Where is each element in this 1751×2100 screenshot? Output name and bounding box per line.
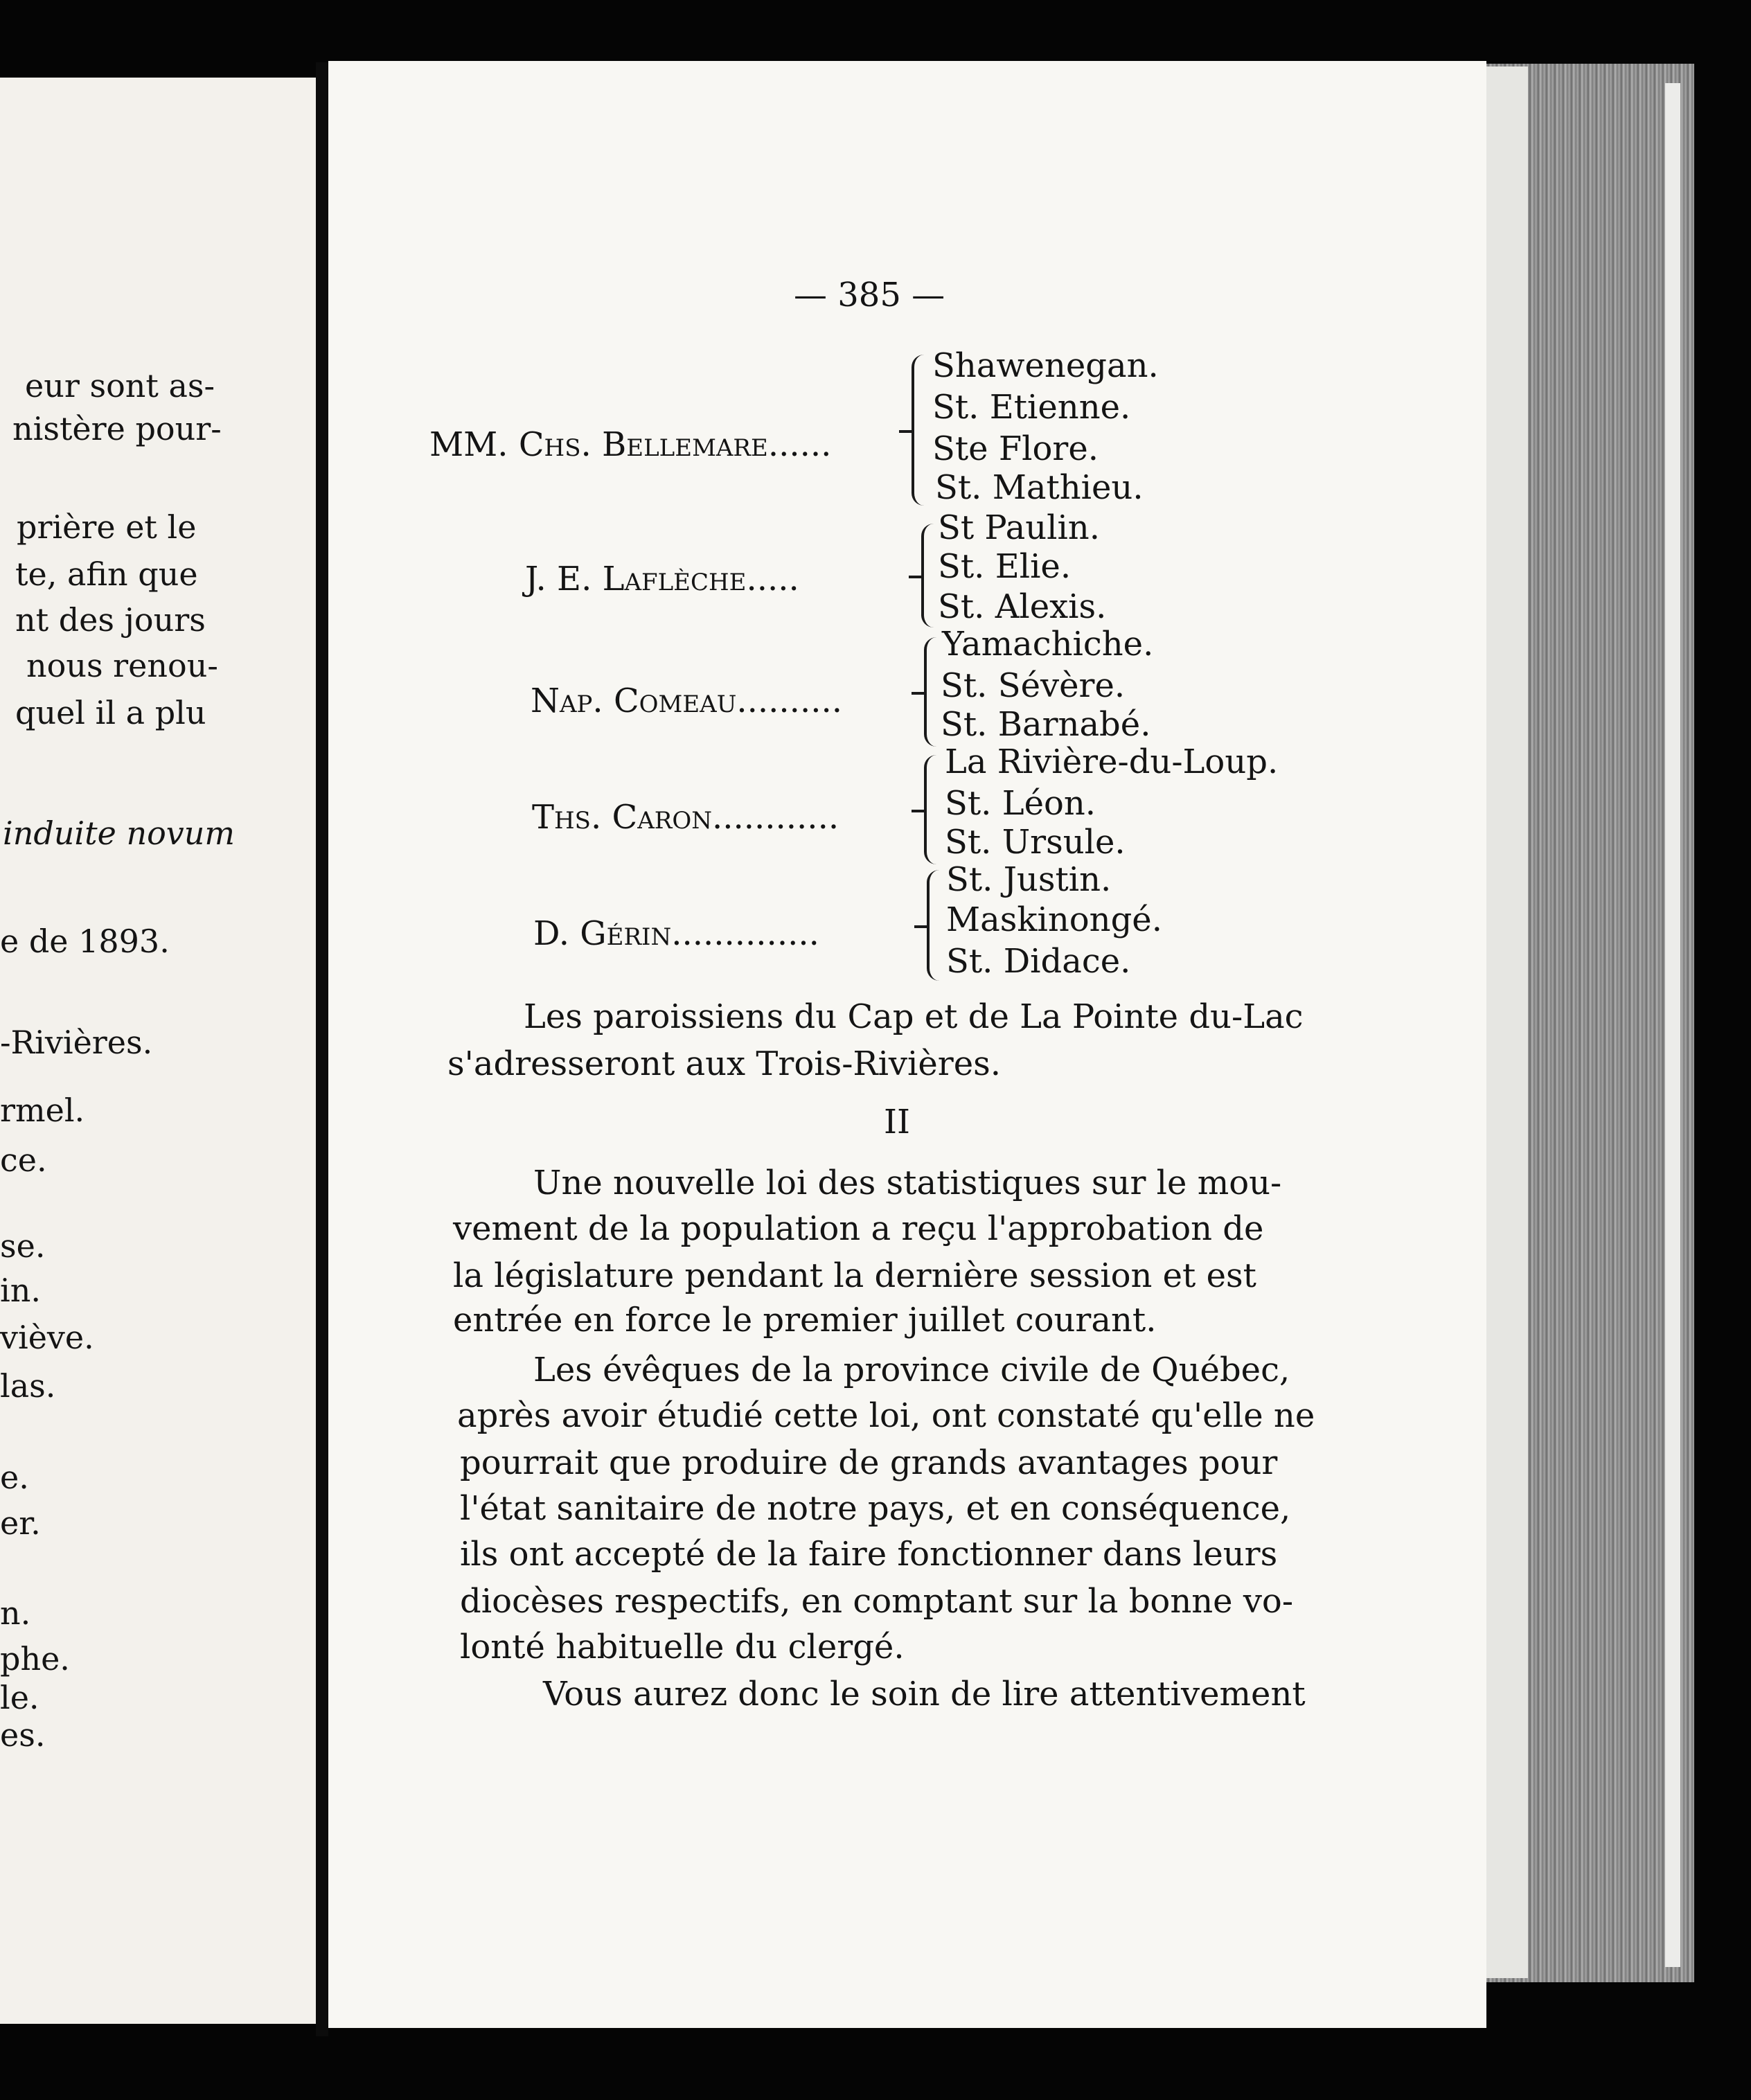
left-line: le.: [0, 1679, 39, 1716]
priest-name-gerin: D. Gérin..............: [533, 914, 819, 953]
parish-name: St. Léon.: [945, 784, 1096, 823]
priest-name-lafleche: J. E. Laflèche.....: [525, 560, 799, 598]
paragraph-line: Les paroissiens du Cap et de La Pointe du-Lac: [524, 997, 1304, 1036]
paragraph-line: après avoir étudié cette loi, ont constaté qu'elle ne: [457, 1396, 1315, 1435]
parish-name: St. Etienne.: [932, 388, 1131, 427]
left-line: e de 1893.: [0, 923, 170, 960]
left-line: nous renou-: [26, 647, 218, 684]
left-line: nistère pour-: [12, 410, 222, 447]
page-number: — 385 —: [794, 276, 945, 314]
parish-name: St Paulin.: [938, 508, 1100, 547]
paragraph-line: entrée en force le premier juillet courant.: [453, 1301, 1157, 1340]
page-edge-highlight: [1486, 66, 1528, 1978]
parish-name: St. Mathieu.: [935, 468, 1144, 507]
paragraph-line: diocèses respectifs, en comptant sur la bonne vo-: [460, 1582, 1294, 1621]
paragraph-line: l'état sanitaire de notre pays, et en conséquence,: [460, 1489, 1291, 1528]
left-line: te, afin que: [15, 555, 198, 593]
left-line: las.: [0, 1367, 56, 1405]
parish-name: St. Justin.: [946, 860, 1112, 899]
paragraph-line: lonté habituelle du clergé.: [460, 1628, 905, 1666]
brace-caron: [924, 755, 936, 864]
parish-name: St. Didace.: [946, 942, 1131, 981]
left-line: er.: [0, 1504, 41, 1542]
left-line: prière et le: [17, 508, 197, 546]
brace-comeau: [924, 637, 936, 747]
parish-name: La Rivière-du-Loup.: [945, 742, 1279, 781]
left-line: in.: [0, 1272, 41, 1309]
parish-name: Yamachiche.: [942, 625, 1154, 664]
brace-bellemare: [912, 355, 924, 506]
paragraph-line: la législature pendant la dernière session et est: [453, 1256, 1256, 1295]
brace-lafleche: [921, 524, 934, 628]
brace-gerin: [927, 870, 939, 981]
left-line: n.: [0, 1594, 31, 1632]
left-line: nt des jours: [15, 601, 206, 639]
left-line: eur sont as-: [25, 367, 215, 404]
book-gutter: [316, 62, 328, 2036]
left-page: [0, 78, 316, 2024]
priest-name-comeau: Nap. Comeau..........: [531, 682, 842, 720]
left-line: -Rivières.: [0, 1024, 153, 1061]
parish-name: St. Barnabé.: [941, 705, 1151, 744]
left-line: se.: [0, 1227, 46, 1265]
paragraph-line: Une nouvelle loi des statistiques sur le mou-: [533, 1164, 1282, 1202]
left-line: phe.: [0, 1640, 70, 1678]
left-line: es.: [0, 1716, 46, 1754]
parish-name: St. Alexis.: [938, 587, 1107, 626]
left-line: ce.: [0, 1141, 47, 1179]
paragraph-line: pourrait que produire de grands avantages pour: [460, 1443, 1278, 1482]
parish-name: Ste Flore.: [932, 429, 1099, 468]
parish-name: St. Elie.: [938, 547, 1072, 586]
parish-name: St. Ursule.: [945, 823, 1126, 862]
left-line: viève.: [0, 1319, 94, 1356]
left-line: quel il a plu: [15, 694, 206, 731]
paragraph-line: Les évêques de la province civile de Québec,: [533, 1351, 1290, 1389]
paragraph-line: ils ont accepté de la faire fonctionner dans leurs: [460, 1535, 1278, 1574]
paragraph-line: Vous aurez donc le soin de lire attentivement: [543, 1675, 1306, 1714]
left-line: induite novum: [3, 815, 235, 852]
paragraph-line: vement de la population a reçu l'approbation de: [453, 1209, 1264, 1248]
priest-name-bellemare: MM. Chs. Bellemare......: [429, 425, 832, 464]
priest-name-caron: Ths. Caron............: [532, 798, 839, 837]
left-line: e.: [0, 1459, 29, 1496]
page-edge-rim: [1665, 83, 1680, 1967]
section-heading: II: [884, 1103, 910, 1141]
paragraph-line: s'adresseront aux Trois-Rivières.: [447, 1044, 1002, 1083]
parish-name: St. Sévère.: [941, 666, 1126, 705]
parish-name: Shawenegan.: [932, 346, 1159, 385]
parish-name: Maskinongé.: [946, 900, 1162, 939]
left-line: rmel.: [0, 1092, 85, 1129]
